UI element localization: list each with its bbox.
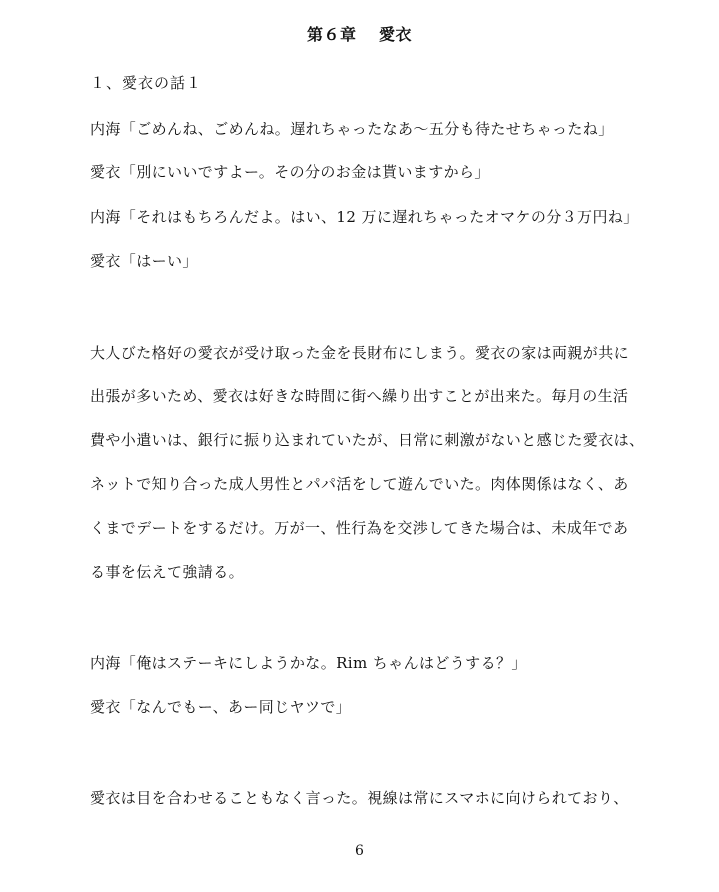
narration-line: 愛衣は目を合わせることもなく言った。視線は常にスマホに向けられており、 <box>90 789 629 807</box>
dialogue-line: 愛衣「別にいいですよー。その分のお金は貰いますから」 <box>90 163 490 181</box>
page-number: 6 <box>355 843 364 859</box>
section-heading: １、愛衣の話１ <box>90 74 203 92</box>
dialogue-line: 愛衣「なんでもー、あー同じヤツで」 <box>90 698 352 716</box>
narration-line: 費や小遣いは、銀行に振り込まれていたが、日常に刺激がないと感じた愛衣は、 <box>90 431 645 449</box>
chapter-title: 第６章 愛衣 <box>306 25 413 44</box>
dialogue-line: 愛衣「はーい」 <box>90 252 198 270</box>
dialogue-line: 内海「それはもちろんだよ。はい、12 万に遅れちゃったオマケの分３万円ね」 <box>90 208 639 226</box>
dialogue-line: 内海「俺はステーキにしようかな。Rim ちゃんはどうする？」 <box>90 654 527 672</box>
narration-line: 出張が多いため、愛衣は好きな時間に街へ繰り出すことが出来た。毎月の生活 <box>90 387 629 405</box>
dialogue-line: 内海「ごめんね、ごめんね。遅れちゃったなあ〜五分も待たせちゃったね」 <box>90 120 614 138</box>
narration-line: くまでデートをするだけ。万が一、性行為を交渉してきた場合は、未成年であ <box>90 519 629 537</box>
narration-line: 大人びた格好の愛衣が受け取った金を長財布にしまう。愛衣の家は両親が共に <box>90 344 630 362</box>
narration-line: ネットで知り合った成人男性とパパ活をして遊んでいた。肉体関係はなく、あ <box>90 475 629 493</box>
narration-line: る事を伝えて強請る。 <box>90 563 245 581</box>
